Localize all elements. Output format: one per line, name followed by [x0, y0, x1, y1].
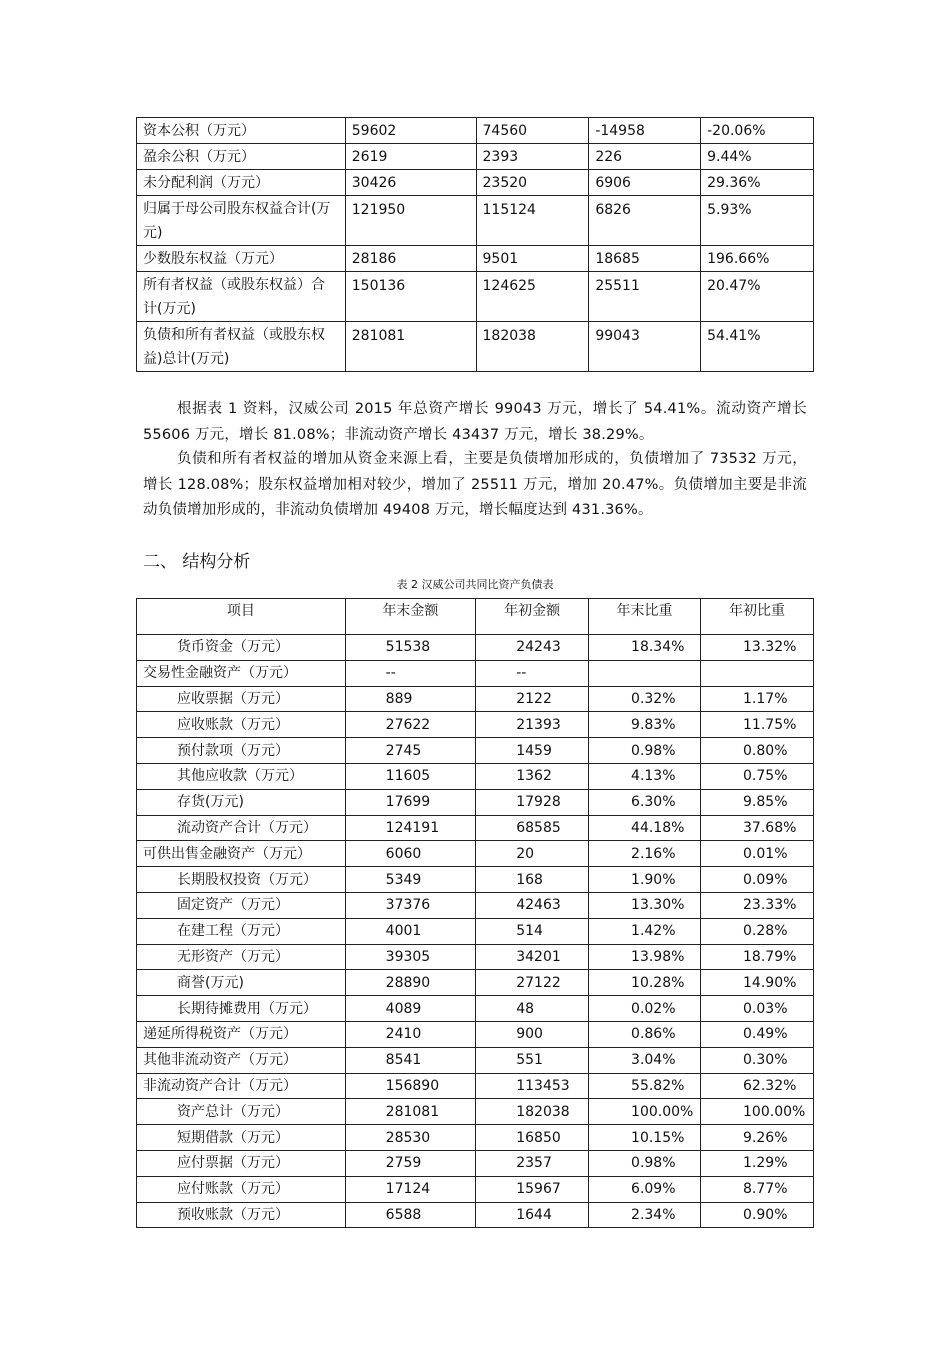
item-cell: 应付票据（万元）	[137, 1150, 346, 1176]
begin-cell: 23520	[476, 170, 589, 196]
change-cell: -14958	[589, 118, 701, 144]
table-row	[137, 686, 814, 712]
begin-ratio-cell: 9.26%	[701, 1125, 814, 1151]
item-cell: 存货(万元)	[137, 789, 346, 815]
end-amount-cell: 156890	[345, 1073, 476, 1099]
table-row	[137, 635, 814, 661]
begin-ratio-cell: 13.32%	[701, 635, 814, 661]
item-cell: 应收票据（万元）	[137, 686, 346, 712]
item-cell: 未分配利润（万元）	[137, 170, 346, 196]
item-cell: 其他应收款（万元）	[137, 763, 346, 789]
table-caption: 表 2 汉威公司共同比资产负债表	[396, 578, 554, 591]
end-cell: 28186	[345, 246, 476, 272]
begin-amount-cell: 514	[476, 918, 589, 944]
end-amount-cell: 4001	[345, 918, 476, 944]
end-amount-cell: 17699	[345, 789, 476, 815]
table-row	[137, 272, 814, 322]
begin-amount-cell: 48	[476, 996, 589, 1022]
change-cell: 226	[589, 144, 701, 170]
table-row	[137, 1150, 814, 1176]
end-ratio-cell: 0.98%	[589, 1150, 701, 1176]
begin-amount-cell: 1459	[476, 738, 589, 764]
column-header: 年末比重	[589, 599, 701, 635]
begin-ratio-cell: 0.49%	[701, 1021, 814, 1047]
end-amount-cell: 6588	[345, 1202, 476, 1228]
end-ratio-cell: 55.82%	[589, 1073, 701, 1099]
end-amount-cell: 4089	[345, 996, 476, 1022]
end-ratio-cell: 1.90%	[589, 867, 701, 893]
begin-ratio-cell: 0.09%	[701, 867, 814, 893]
table-row	[137, 815, 814, 841]
end-ratio-cell: 0.32%	[589, 686, 701, 712]
begin-amount-cell: 34201	[476, 944, 589, 970]
begin-amount-cell: 27122	[476, 970, 589, 996]
begin-amount-cell: 16850	[476, 1125, 589, 1151]
end-cell: 2619	[345, 144, 476, 170]
table-row	[137, 1047, 814, 1073]
item-cell: 货币资金（万元）	[137, 635, 346, 661]
begin-amount-cell: 17928	[476, 789, 589, 815]
end-amount-cell: 27622	[345, 712, 476, 738]
end-amount-cell: 5349	[345, 867, 476, 893]
end-amount-cell: 51538	[345, 635, 476, 661]
table-row	[137, 1125, 814, 1151]
table-row	[137, 322, 814, 372]
item-cell: 其他非流动资产（万元）	[137, 1047, 346, 1073]
item-cell: 在建工程（万元）	[137, 918, 346, 944]
begin-amount-cell: 21393	[476, 712, 589, 738]
rate-cell: 196.66%	[701, 246, 814, 272]
begin-cell: 124625	[476, 272, 589, 322]
begin-ratio-cell: 8.77%	[701, 1176, 814, 1202]
item-cell: 应付账款（万元）	[137, 1176, 346, 1202]
begin-ratio-cell: 0.75%	[701, 763, 814, 789]
begin-ratio-cell: 14.90%	[701, 970, 814, 996]
table-row	[137, 996, 814, 1022]
begin-cell: 115124	[476, 196, 589, 246]
item-cell: 长期股权投资（万元）	[137, 867, 346, 893]
begin-ratio-cell: 1.29%	[701, 1150, 814, 1176]
end-amount-cell: 8541	[345, 1047, 476, 1073]
item-cell: 预付款项（万元）	[137, 738, 346, 764]
table-row	[137, 712, 814, 738]
begin-ratio-cell: 1.17%	[701, 686, 814, 712]
end-ratio-cell: 1.42%	[589, 918, 701, 944]
item-cell: 盈余公积（万元）	[137, 144, 346, 170]
begin-amount-cell: 1644	[476, 1202, 589, 1228]
begin-amount-cell: 20	[476, 841, 589, 867]
end-ratio-cell: 0.98%	[589, 738, 701, 764]
end-amount-cell: 2759	[345, 1150, 476, 1176]
column-header: 年初金额	[476, 599, 589, 635]
item-cell: 资本公积（万元）	[137, 118, 346, 144]
table-row	[137, 1021, 814, 1047]
change-cell: 99043	[589, 322, 701, 372]
begin-ratio-cell: 0.30%	[701, 1047, 814, 1073]
end-ratio-cell: 13.30%	[589, 892, 701, 918]
begin-cell: 9501	[476, 246, 589, 272]
rate-cell: 9.44%	[701, 144, 814, 170]
end-amount-cell: 6060	[345, 841, 476, 867]
end-amount-cell: 2410	[345, 1021, 476, 1047]
end-ratio-cell: 0.02%	[589, 996, 701, 1022]
table-row	[137, 1073, 814, 1099]
table-row	[137, 970, 814, 996]
analysis-paragraph-1: 根据表 1 资料，汉威公司 2015 年总资产增长 99043 万元，增长了 54.41%。流动资产增长 55606 万元，增长 81.08%；非流动资产增长 43437 万元，增长 38.29%。	[143, 401, 807, 443]
begin-amount-cell: 113453	[476, 1073, 589, 1099]
table-row	[137, 944, 814, 970]
rate-cell: 20.47%	[701, 272, 814, 322]
end-amount-cell: 37376	[345, 892, 476, 918]
table-row	[137, 738, 814, 764]
begin-amount-cell: 24243	[476, 635, 589, 661]
table-row	[137, 118, 814, 144]
begin-ratio-cell: 23.33%	[701, 892, 814, 918]
end-ratio-cell	[589, 660, 701, 686]
end-ratio-cell: 6.09%	[589, 1176, 701, 1202]
item-cell: 无形资产（万元）	[137, 944, 346, 970]
table-row	[137, 1099, 814, 1125]
rate-cell: 54.41%	[701, 322, 814, 372]
table-row	[137, 170, 814, 196]
begin-amount-cell: 551	[476, 1047, 589, 1073]
table-row	[137, 144, 814, 170]
table-row	[137, 1176, 814, 1202]
item-cell: 少数股东权益（万元）	[137, 246, 346, 272]
change-cell: 18685	[589, 246, 701, 272]
item-cell: 应收账款（万元）	[137, 712, 346, 738]
item-cell: 归属于母公司股东权益合计(万元)	[137, 196, 346, 246]
end-amount-cell: 28530	[345, 1125, 476, 1151]
table-header-row	[137, 599, 814, 635]
end-amount-cell: 281081	[345, 1099, 476, 1125]
rate-cell: 29.36%	[701, 170, 814, 196]
analysis-paragraph-2: 负债和所有者权益的增加从资金来源上看，主要是负债增加形成的，负债增加了 73532 万元，增长 128.08%；股东权益增加相对较少，增加了 25511 万元，增加 20.47%。负债增加主要是非流动负债增加形成的，非流动负债增加 49408 万元，增长幅度达到 431.36%。	[143, 451, 807, 518]
change-cell: 6826	[589, 196, 701, 246]
end-ratio-cell: 44.18%	[589, 815, 701, 841]
table-row	[137, 892, 814, 918]
end-ratio-cell: 9.83%	[589, 712, 701, 738]
end-amount-cell: 124191	[345, 815, 476, 841]
table-row	[137, 1202, 814, 1228]
item-cell: 可供出售金融资产（万元）	[137, 841, 346, 867]
end-amount-cell: 889	[345, 686, 476, 712]
table-row	[137, 763, 814, 789]
item-cell: 所有者权益（或股东权益）合计(万元)	[137, 272, 346, 322]
item-cell: 负债和所有者权益（或股东权益)总计(万元)	[137, 322, 346, 372]
column-header: 项目	[137, 599, 346, 635]
begin-amount-cell: 1362	[476, 763, 589, 789]
table-row	[137, 841, 814, 867]
rate-cell: -20.06%	[701, 118, 814, 144]
end-ratio-cell: 0.86%	[589, 1021, 701, 1047]
table-row	[137, 660, 814, 686]
end-ratio-cell: 13.98%	[589, 944, 701, 970]
column-header: 年初比重	[701, 599, 814, 635]
end-ratio-cell: 4.13%	[589, 763, 701, 789]
end-cell: 59602	[345, 118, 476, 144]
end-amount-cell: 2745	[345, 738, 476, 764]
begin-cell: 74560	[476, 118, 589, 144]
begin-cell: 2393	[476, 144, 589, 170]
end-ratio-cell: 2.34%	[589, 1202, 701, 1228]
change-cell: 25511	[589, 272, 701, 322]
end-amount-cell: 17124	[345, 1176, 476, 1202]
item-cell: 短期借款（万元）	[137, 1125, 346, 1151]
item-cell: 商誉(万元)	[137, 970, 346, 996]
item-cell: 预收账款（万元）	[137, 1202, 346, 1228]
begin-ratio-cell: 0.80%	[701, 738, 814, 764]
begin-amount-cell: 168	[476, 867, 589, 893]
begin-amount-cell: 182038	[476, 1099, 589, 1125]
end-cell: 121950	[345, 196, 476, 246]
begin-ratio-cell	[701, 660, 814, 686]
end-ratio-cell: 6.30%	[589, 789, 701, 815]
begin-ratio-cell: 18.79%	[701, 944, 814, 970]
begin-ratio-cell: 0.01%	[701, 841, 814, 867]
end-cell: 281081	[345, 322, 476, 372]
end-amount-cell: 28890	[345, 970, 476, 996]
begin-ratio-cell: 0.03%	[701, 996, 814, 1022]
table-row	[137, 789, 814, 815]
end-ratio-cell: 2.16%	[589, 841, 701, 867]
begin-amount-cell: 900	[476, 1021, 589, 1047]
end-amount-cell: --	[345, 660, 476, 686]
column-header: 年末金额	[345, 599, 476, 635]
begin-ratio-cell: 0.28%	[701, 918, 814, 944]
item-cell: 非流动资产合计（万元）	[137, 1073, 346, 1099]
end-amount-cell: 11605	[345, 763, 476, 789]
begin-ratio-cell: 11.75%	[701, 712, 814, 738]
begin-cell: 182038	[476, 322, 589, 372]
item-cell: 递延所得税资产（万元）	[137, 1021, 346, 1047]
begin-amount-cell: 2122	[476, 686, 589, 712]
end-ratio-cell: 10.28%	[589, 970, 701, 996]
table-row	[137, 246, 814, 272]
table-row	[137, 196, 814, 246]
end-ratio-cell: 10.15%	[589, 1125, 701, 1151]
end-amount-cell: 39305	[345, 944, 476, 970]
end-ratio-cell: 18.34%	[589, 635, 701, 661]
item-cell: 流动资产合计（万元）	[137, 815, 346, 841]
begin-amount-cell: 68585	[476, 815, 589, 841]
item-cell: 长期待摊费用（万元）	[137, 996, 346, 1022]
end-ratio-cell: 3.04%	[589, 1047, 701, 1073]
end-ratio-cell: 100.00%	[589, 1099, 701, 1125]
begin-amount-cell: 15967	[476, 1176, 589, 1202]
item-cell: 固定资产（万元）	[137, 892, 346, 918]
begin-ratio-cell: 62.32%	[701, 1073, 814, 1099]
rate-cell: 5.93%	[701, 196, 814, 246]
table-row	[137, 918, 814, 944]
change-cell: 6906	[589, 170, 701, 196]
begin-ratio-cell: 0.90%	[701, 1202, 814, 1228]
begin-ratio-cell: 100.00%	[701, 1099, 814, 1125]
end-cell: 30426	[345, 170, 476, 196]
common-size-balance-sheet-table	[136, 598, 814, 1228]
begin-ratio-cell: 9.85%	[701, 789, 814, 815]
begin-ratio-cell: 37.68%	[701, 815, 814, 841]
table-row	[137, 867, 814, 893]
section-heading: 二、 结构分析	[143, 552, 251, 572]
begin-amount-cell: 2357	[476, 1150, 589, 1176]
begin-amount-cell: 42463	[476, 892, 589, 918]
end-cell: 150136	[345, 272, 476, 322]
equity-change-table	[136, 117, 814, 372]
begin-amount-cell: --	[476, 660, 589, 686]
item-cell: 资产总计（万元）	[137, 1099, 346, 1125]
item-cell: 交易性金融资产（万元）	[137, 660, 346, 686]
